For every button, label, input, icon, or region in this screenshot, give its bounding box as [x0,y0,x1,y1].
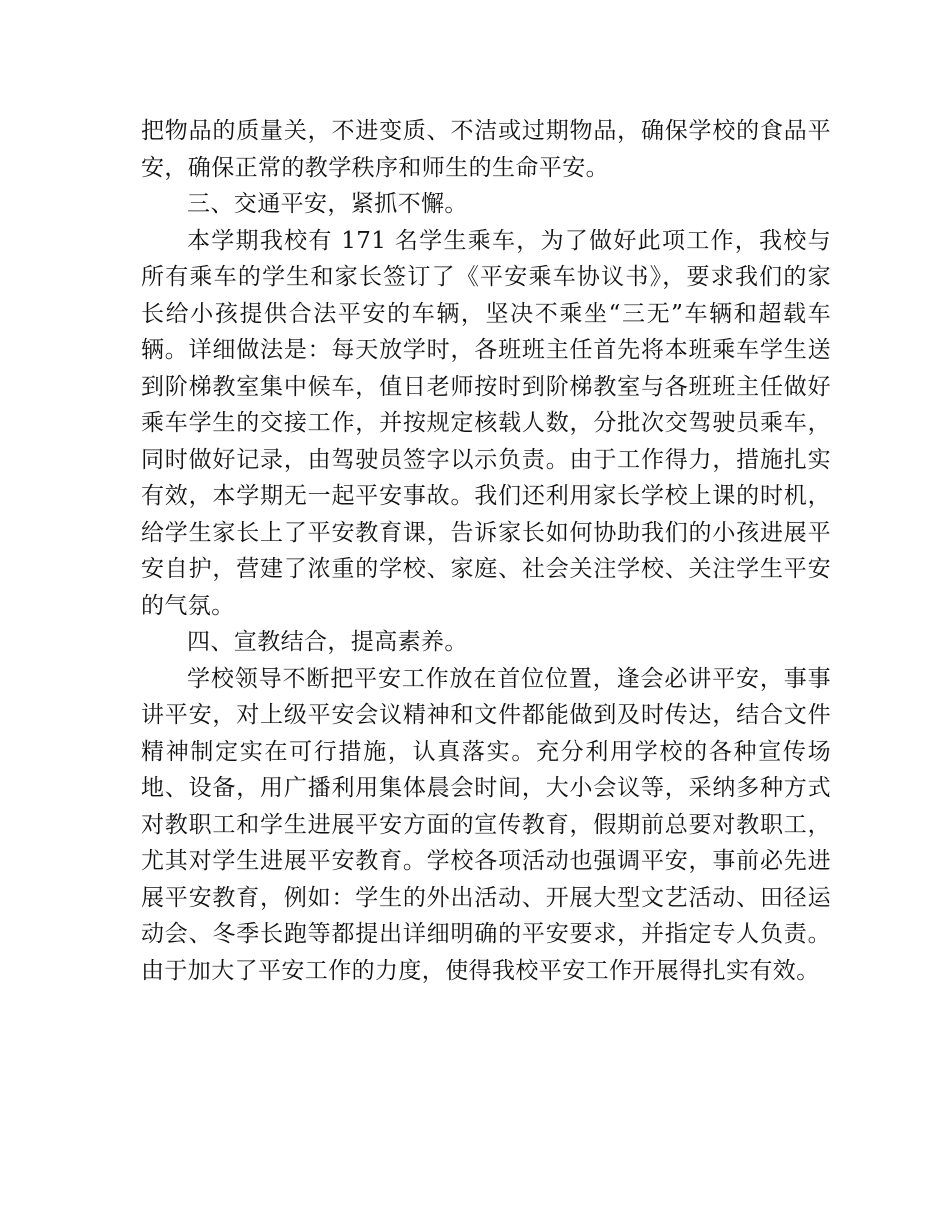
heading-education: 四、宣教结合，提高素养。 [187,629,468,655]
paragraph-traffic-safety: 本学期我校有 171 名学生乘车，为了做好此项工作，我校与所有乘车的学生和家长签订了《平安乘车协议书》，要求我们的家长给小孩提供合法平安的车辆，坚决不乘坐“三无”车辆和超载车辆。详细做法是：每天放学时，各班班主任首先将本班乘车学生送到阶梯教室集中候车，值日老师按时到阶梯教室与各班班主任做好乘车学生的交接工作，并按规定核载人数，分批次交驾驶员乘车，同时做好记录，由驾驶员签字以示负责。由于工作得力，措施扎实有效，本学期无一起平安事故。我们还利用家长学校上课的时机，给学生家长上了平安教育课，告诉家长如何协助我们的小孩进展平安自护，营建了浓重的学校、家庭、社会关注学校、关注学生平安的气氛。 [141,227,831,619]
paragraph-food-safety-continued: 把物品的质量关，不进变质、不洁或过期物品，确保学校的食品平安，确保正常的教学秩序和师生的生命平安。 [141,118,831,181]
heading-traffic-safety: 三、交通平安，紧抓不懈。 [187,191,468,217]
document-body [141,113,831,989]
paragraph-education: 学校领导不断把平安工作放在首位位置，逢会必讲平安，事事讲平安，对上级平安会议精神和文件都能做到及时传达，结合文件精神制定实在可行措施，认真落实。充分利用学校的各种宣传场地、设备，用广播利用集体晨会时间，大小会议等，采纳多种方式对教职工和学生进展平安方面的宣传教育，假期前总要对教职工，尤其对学生进展平安教育。学校各项活动也强调平安，事前必先进展平安教育，例如：学生的外出活动、开展大型文艺活动、田径运动会、冬季长跑等都提出详细明确的平安要求，并指定专人负责。由于加大了平安工作的力度，使得我校平安工作开展得扎实有效。 [141,665,831,984]
